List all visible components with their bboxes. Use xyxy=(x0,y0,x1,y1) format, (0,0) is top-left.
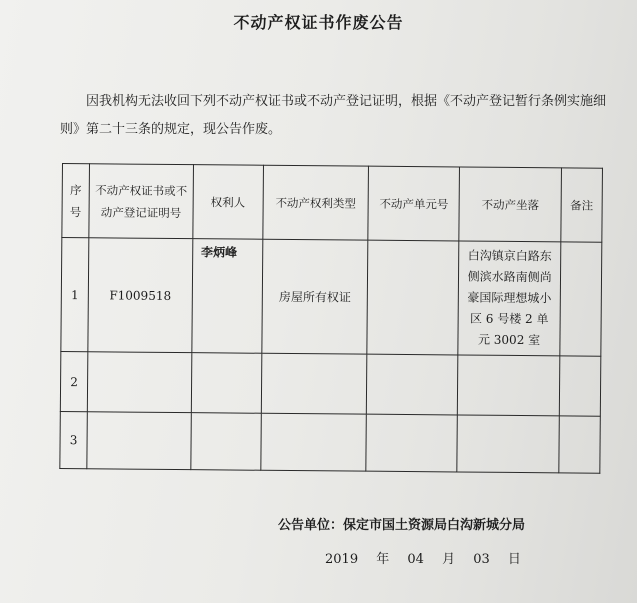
header-cell: 不动产权证书或不动产登记证明号 xyxy=(89,164,194,239)
property-location: 白沟镇京白路东侧滨水路南侧尚豪国际理想城小区 6 号楼 2 单元 3002 室 xyxy=(458,241,561,356)
row-number: 1 xyxy=(61,238,89,352)
date-month: 04 xyxy=(407,552,424,567)
date-month-unit: 月 xyxy=(442,552,456,567)
unit-number xyxy=(367,354,458,415)
header-cell: 不动产权利类型 xyxy=(263,165,369,240)
table-row xyxy=(60,351,601,416)
header-cell: 不动产坐落 xyxy=(459,167,561,242)
header-cell: 备注 xyxy=(561,168,603,242)
date-day-unit: 日 xyxy=(507,552,521,567)
header-cell: 权利人 xyxy=(193,165,264,240)
header-cell: 不动产单元号 xyxy=(368,166,459,241)
right-holder: 李炳峰 xyxy=(192,239,263,354)
right-type xyxy=(261,353,367,414)
table-header-row xyxy=(62,164,603,243)
unit-number xyxy=(367,240,459,355)
unit-number xyxy=(366,414,457,472)
date-year: 2019 xyxy=(325,552,359,567)
table-row xyxy=(60,411,600,473)
remark xyxy=(559,416,600,473)
row-number: 3 xyxy=(60,411,87,468)
right-holder xyxy=(191,353,261,414)
remark xyxy=(559,356,600,416)
table-row xyxy=(61,238,602,357)
property-location xyxy=(458,355,560,416)
notice-body xyxy=(60,88,625,144)
certificate-number xyxy=(87,352,191,413)
date-year-unit: 年 xyxy=(376,552,390,567)
notice-paragraph: 因我机构无法收回下列不动产权证书或不动产登记证明，根据《不动产登记暂行条例实施细则》第二十三条的规定，现公告作废。 xyxy=(60,94,607,137)
row-number: 2 xyxy=(60,351,87,411)
certificate-number: F1009518 xyxy=(88,238,193,353)
certificate-number xyxy=(87,412,191,470)
issuing-authority: 公告单位：保定市国土资源局白沟新城分局 xyxy=(278,518,526,533)
page-title: 不动产权证书作废公告 xyxy=(233,13,404,32)
property-location xyxy=(457,415,559,473)
certificate-table xyxy=(59,163,603,474)
right-type xyxy=(261,413,367,471)
date-day: 03 xyxy=(473,552,490,567)
header-cell: 序号 xyxy=(62,164,90,238)
remark xyxy=(560,242,602,356)
right-type: 房屋所有权证 xyxy=(262,239,369,354)
notice-date xyxy=(325,548,531,567)
right-holder xyxy=(191,413,261,471)
